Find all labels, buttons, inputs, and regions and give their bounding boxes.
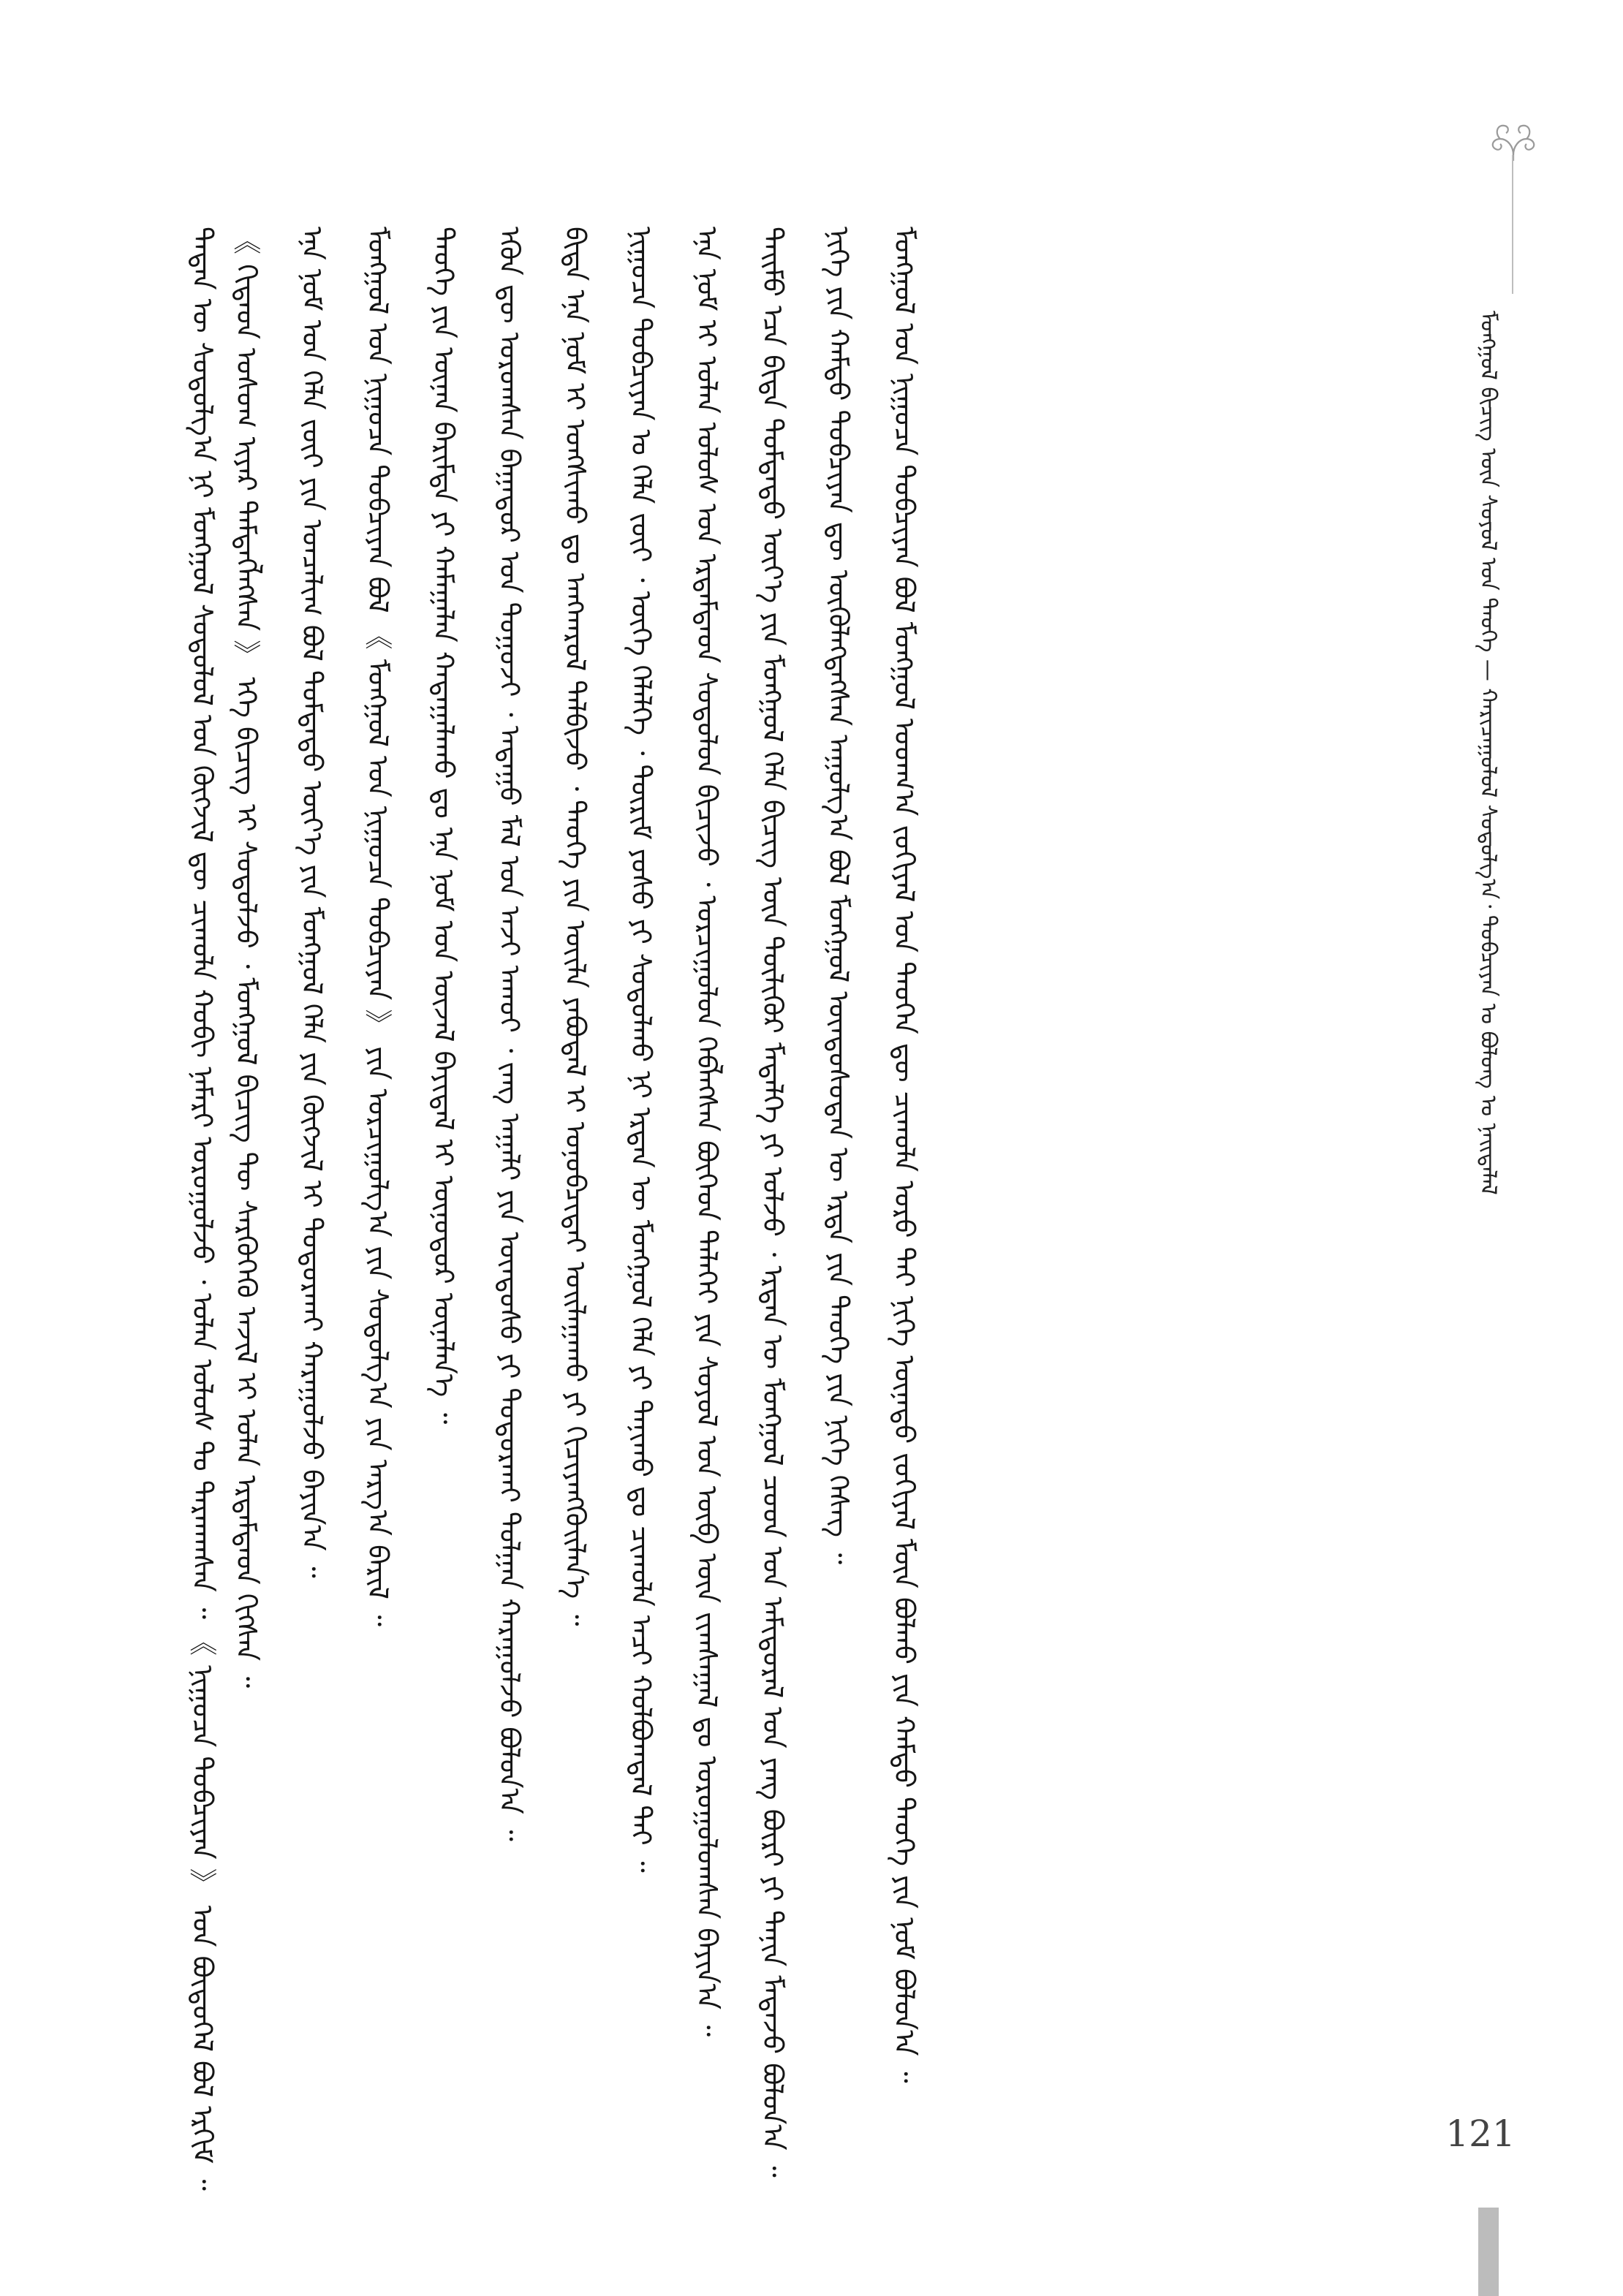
running-header: ᠮᠣᠩᠭᠣᠯ ᠪᠢᠴᠢᠭ᠌ ᠦᠨ ᠰᠣᠶᠣᠯ ᠤᠨ ᠲᠡᠦᠬᠡ — ᠬᠠᠷᠢᠴᠠᠭᠤᠯᠤᠯ ᠰᠤᠳᠤᠯᠭ᠎ᠠ᠂ ᠲᠣᠪᠴᠢᠶᠠᠨ ᠤ ᠪᠤᠯᠤᠩ ᠤ ᠨᠡᠢᠲᠡᠯᠡᠯ [1475, 311, 1501, 1195]
scroll-ornament-icon [1478, 117, 1548, 161]
text-column-7: ᠡᠭᠦᠨ ᠳᠦ ᠣᠷᠣᠭᠰᠠᠨ ᠪᠠᠭᠠᠲᠤᠷ ᠤᠨ ᠲᠤᠭᠤᠵᠢ ᠂ ᠠᠳᠠᠭᠤ ᠮᠠᠯ ᠤᠨ ᠠᠵᠢ ᠠᠬᠤᠢ ᠂ ᠵᠠᠩ ᠠᠭᠠᠯᠢ ᠶᠢᠨ ᠦᠨᠳᠦᠰᠦ ᠶᠢ ᠲᠣᠳᠣᠷᠬᠠᠢ ᠲᠤᠯᠭᠠᠨ ᠬᠠᠷᠠᠭᠤᠯᠵᠤ ᠪᠣᠯᠤᠨ᠎ᠠ ᠃ [493, 227, 526, 1841]
text-column-8: ᠲᠡᠦᠬᠡ ᠶᠢᠨ ᠦᠨᠡᠨ ᠪᠠᠷᠢᠮᠲᠠ ᠶᠢ ᠬᠠᠮᠠᠭᠠᠯᠠᠨ ᠬᠠᠳᠠᠭᠠᠯᠠᠬᠤ ᠳᠤ ᠡᠨᠡ ᠨᠣᠮ ᠤᠨ ᠦᠵᠡᠯ ᠪᠠᠶᠢᠳᠠᠯ ᠢ ᠥᠨᠥᠳᠥᠷ ᠦᠨᠡᠯᠡᠨ᠎ᠡ ᠃ [428, 227, 460, 1425]
text-column-5: ᠨᠢᠭᠤᠴᠠ ᠲᠣᠪᠴᠢᠶᠠᠨ ᠤ ᠬᠡᠯᠡ ᠵᠦᠢ ᠂ ᠦᠭᠡ ᠬᠡᠯᠡᠯᠭᠡ ᠂ ᠳᠦᠷᠢᠮ ᠶᠣᠰᠣ ᠶᠢ ᠰᠤᠳᠤᠯᠬᠤ ᠨᠢ ᠡᠷᠲᠡᠨ ᠦ ᠮᠣᠩᠭᠣᠯ ᠬᠡᠯᠡ ᠶᠢ ᠲᠠᠨᠢᠬᠤ ᠳᠤ ᠴᠢᠬᠤᠯᠠ ᠠᠴᠢ ᠬᠣᠯᠪᠣᠭᠳᠠᠯ ᠲᠠᠢ ᠃ [625, 227, 657, 1873]
text-column-2: ᠨᠢᠭᠡ ᠶᠢᠨ ᠬᠠᠮᠲᠤ ᠲᠣᠪᠴᠢᠶᠠᠨ ᠳᠦ ᠦᠭᠦᠯᠡᠭᠳᠡᠭᠰᠡᠨ ᠠᠭᠤᠯᠭ᠎ᠠ ᠪᠣᠯ ᠮᠣᠩᠭᠣᠯ ᠦᠨᠳᠦᠰᠦᠲᠡᠨ ᠦ ᠡᠷᠲᠡ ᠶᠢᠨ ᠲᠡᠦᠬᠡ ᠶᠢᠨ ᠨᠢᠭᠡ ᠬᠡᠰᠡᠭ ᠃ [822, 227, 855, 1565]
page-edge-tab [1478, 2208, 1499, 2296]
text-column-4: ᠡᠨᠡ ᠨᠣᠮ ᠢ ᠣᠯᠠᠨ ᠤᠯᠤᠰ ᠤᠨ ᠡᠷᠳᠡᠮᠲᠡᠳ ᠰᠤᠳᠤᠯᠤᠨ ᠪᠢᠴᠢᠵᠦ ᠂ ᠣᠷᠴᠢᠭᠤᠯᠤᠨ ᠬᠡᠪᠯᠡᠭᠰᠡᠨ ᠪᠦᠭᠡᠳ ᠳᠡᠯᠡᠬᠡᠢ ᠶᠢᠨ ᠰᠣᠶᠣᠯ ᠤᠨ ᠥᠪ ᠦᠨ ᠵᠢᠭᠰᠠᠭᠠᠯ ᠳᠤ ᠣᠷᠣᠭᠤᠯᠤᠭᠰᠠᠨ ᠪᠠᠶᠢᠨ᠎ᠠ ᠃ [691, 227, 723, 2037]
text-column-11: 《 ᠬᠢᠲᠠᠳ ᠤᠰᠤᠭ ᠢᠶᠠᠷ ᠲᠡᠮᠳᠡᠭᠯᠡᠭᠰᠡᠨ 》 ᠡᠬᠡ ᠪᠢᠴᠢᠭ᠌ ᠢ ᠰᠤᠳᠤᠯᠵᠤ ᠂ ᠮᠣᠩᠭᠣᠯ ᠪᠢᠴᠢᠭ᠌ ᠲᠦ ᠰᠡᠷᠭᠦᠭᠡᠬᠦ ᠠᠵᠢᠯ ᠢ ᠣᠯᠠᠨ ᠡᠷᠳᠡᠮᠲᠡᠳ ᠬᠢᠭᠰᠡᠨ ᠃ [230, 227, 262, 1689]
text-column-3: ᠲᠡᠢᠮᠦ ᠡᠴᠡ ᠪᠢᠳᠡ ᠳᠤᠮᠳᠠᠳᠤ ᠦᠶ᠎ᠡ ᠶᠢᠨ ᠮᠣᠩᠭᠣᠯ ᠬᠡᠯᠡ ᠪᠢᠴᠢᠭ᠌ ᠦᠨ ᠲᠦᠯᠢᠭᠦᠷ ᠮᠡᠳᠡᠯᠭᠡ ᠶᠢ ᠣᠯᠵᠤ ᠂ ᠡᠷᠲᠡᠨ ᠦ ᠮᠣᠩᠭᠣᠯ ᠴᠤᠳ ᠤᠨ ᠠᠮᠢᠳᠤᠷᠠᠯ ᠤᠨ ᠶᠠᠩ ᠪᠦᠷᠢ ᠶᠢ ᠲᠠᠨᠢᠨ ᠮᠡᠳᠡᠵᠦ ᠪᠣᠯᠤᠨ᠎ᠠ ᠃ [757, 227, 789, 2178]
text-column-12: ᠲᠡᠳᠡᠨ ᠦ ᠰᠤᠳᠤᠯᠭ᠎ᠠ ᠨᠢ ᠮᠣᠩᠭᠣᠯ ᠰᠤᠳᠤᠯᠤᠯ ᠤᠨ ᠬᠥᠭᠵᠢᠯ ᠳᠦ ᠴᠢᠬᠤᠯᠠ ᠬᠤᠪᠢ ᠨᠡᠮᠡᠷᠢ ᠣᠷᠣᠭᠤᠯᠵᠤ ᠂ ᠣᠯᠠᠨ ᠤᠯᠤᠰ ᠲᠤ ᠲᠠᠷᠬᠠᠭᠰᠠᠨ ᠃ 《 ᠨᠢᠭᠤᠴᠠ ᠲᠣᠪᠴᠢᠶᠠᠨ 》 ᠤᠨ ᠪᠦᠲᠦᠭᠡᠯ ᠪᠣᠯ ᠡᠷᠬᠢᠮ ᠃ [186, 227, 219, 2191]
text-column-1: ᠮᠣᠩᠭᠣᠯ ᠤᠨ ᠨᠢᠭᠤᠴᠠ ᠲᠣᠪᠴᠢᠶᠠᠨ ᠪᠣᠯ ᠮᠣᠩᠭᠣᠯ ᠤᠳᠬ᠎ᠠ ᠵᠣᠬᠢᠶᠠᠯ ᠤᠨ ᠲᠡᠦᠬᠡᠨ ᠳᠦ ᠴᠢᠬᠤᠯᠠ ᠣᠷᠣ ᠲᠠᠢ ᠨᠢᠭᠡ ᠦᠨᠡᠲᠦ ᠵᠣᠬᠢᠶᠠᠯ ᠮᠥᠨ ᠪᠣᠯᠬᠤ ᠶᠢᠨ ᠬᠠᠮᠲᠤ ᠲᠡᠦᠬᠡ ᠶᠢᠨ ᠨᠣᠮ ᠪᠣᠯᠤᠨ᠎ᠠ ᠃ [888, 227, 920, 2083]
text-column-10: ᠡᠨᠡ ᠨᠣᠮ ᠤᠨ ᠬᠡᠯᠡ ᠵᠦᠢ ᠶᠢᠨ ᠣᠨᠴᠠᠯᠢᠭ ᠪᠣᠯ ᠳᠤᠮᠳᠠᠳᠤ ᠦᠶ᠎ᠡ ᠶᠢᠨ ᠮᠣᠩᠭᠣᠯ ᠬᠡᠯᠡ ᠶᠢᠨ ᠬᠥᠭᠵᠢᠯ ᠢ ᠲᠣᠳᠣᠷᠬᠠᠢ ᠬᠠᠷᠠᠭᠤᠯᠵᠤ ᠪᠠᠶᠢᠨ᠎ᠠ ᠃ [296, 227, 328, 1578]
page-number: 121 [1445, 2113, 1516, 2155]
header-rule [1512, 155, 1513, 294]
text-column-9: ᠮᠣᠩᠭᠣᠯ ᠤᠨ ᠨᠢᠭᠤᠴᠠ ᠲᠣᠪᠴᠢᠶᠠᠨ ᠪᠣᠯ 《 ᠮᠣᠩᠭᠣᠯ ᠤᠨ ᠨᠢᠭᠤᠴᠠ ᠲᠣᠪᠴᠢᠶᠠᠨ 》 ᠶᠢᠨ ᠣᠷᠴᠢᠭᠤᠯᠭ᠎ᠠ ᠶᠢᠨ ᠰᠤᠳᠤᠯᠭ᠎ᠠ ᠶᠢᠨ ᠠᠷᠭ᠎ᠠ ᠪᠠᠷᠢᠯ ᠃ [362, 227, 394, 1626]
text-column-6: ᠪᠢᠳᠡ ᠡᠨᠡ ᠨᠣᠮ ᠢ ᠤᠩᠰᠢᠬᠤ ᠳᠤ ᠠᠩᠬᠠᠷᠤᠯ ᠲᠠᠯᠪᠢᠵᠤ ᠂ ᠲᠡᠦᠬᠡ ᠶᠢᠨ ᠦᠢᠯᠡ ᠶᠠᠪᠤᠳᠠᠯ ᠢ ᠣᠨᠣᠪᠴᠢᠲᠠᠢ ᠣᠢᠯᠠᠭᠠᠬᠤ ᠶᠢ ᠬᠢᠴᠢᠶᠡᠩᠭᠦᠢᠯᠡᠨ᠎ᠡ ᠃ [559, 227, 591, 1626]
